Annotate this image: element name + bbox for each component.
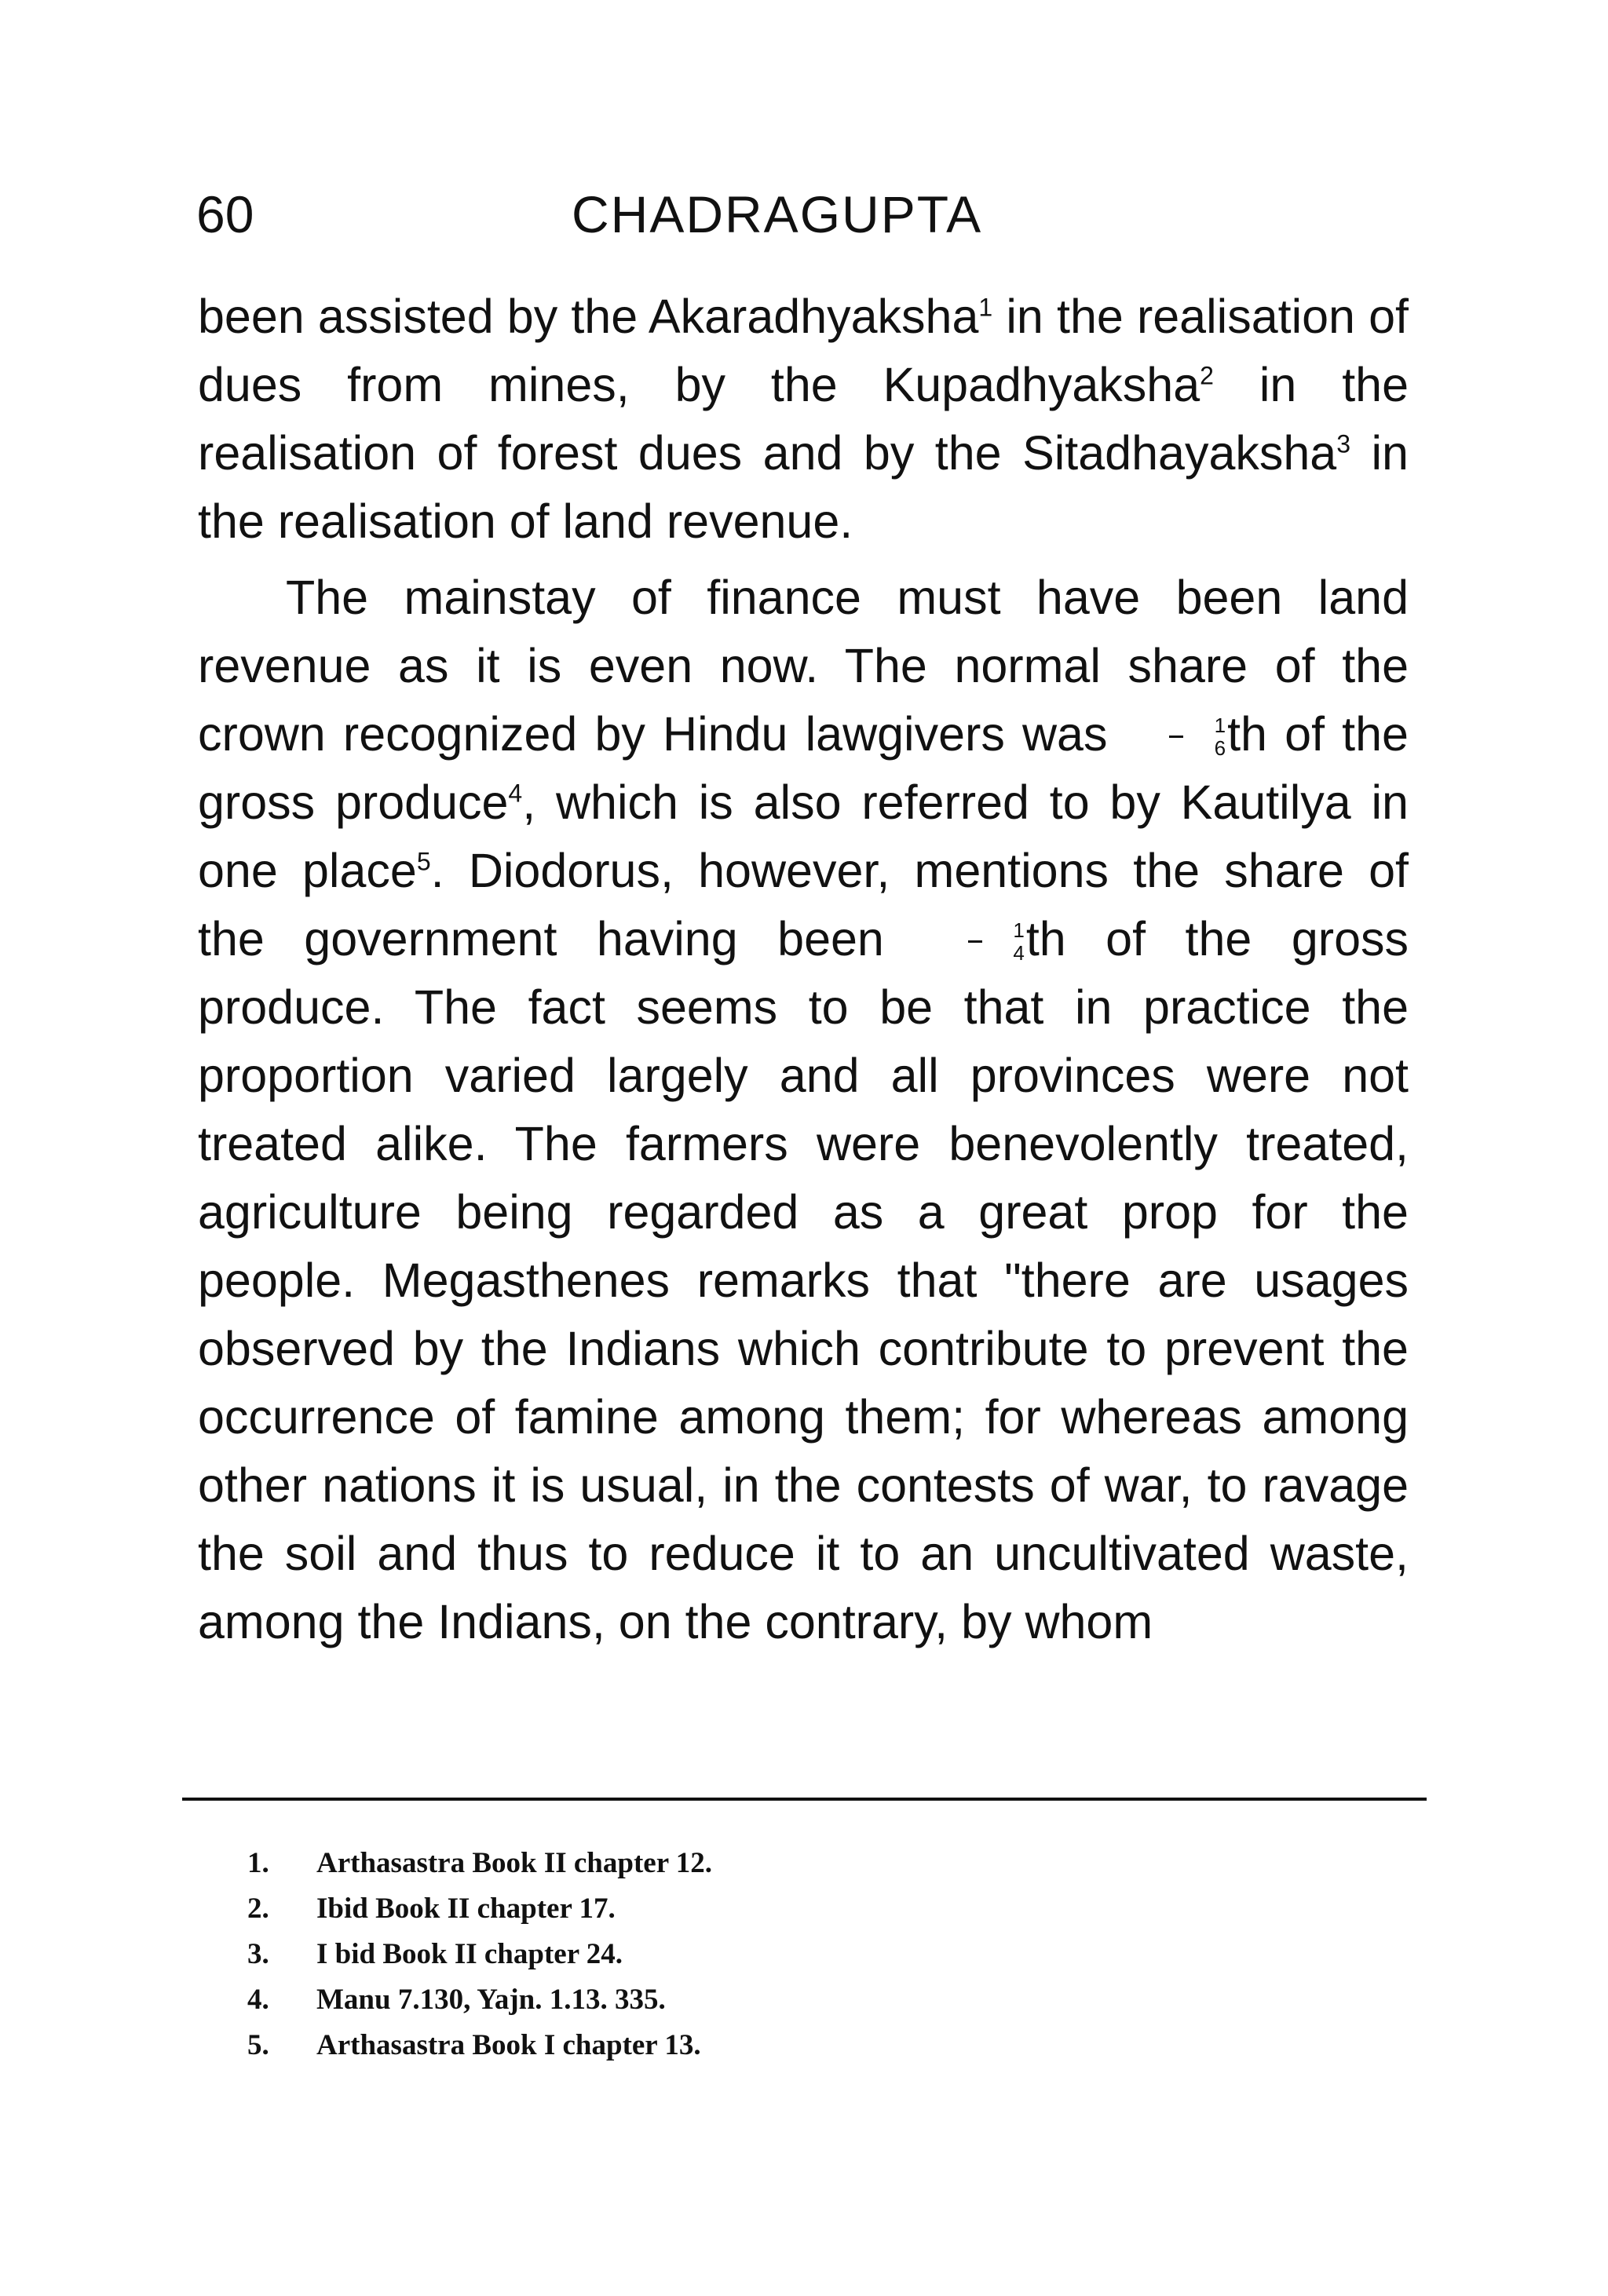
fraction-one-fourth (925, 920, 1024, 963)
paragraph-1-text-a: been assisted by the Akaradhyaksha (198, 290, 979, 343)
footnote-number: 4. (247, 1984, 269, 2016)
footnote-number: 5. (247, 2029, 269, 2061)
footnote (247, 1932, 1347, 1977)
paragraph-1-text-d: in the realisation of land revenue. (198, 426, 1409, 548)
footnote-ref-2: 2 (1200, 361, 1214, 390)
footnote-number: 2. (247, 1893, 269, 1925)
footnote-number: 1. (247, 1847, 269, 1879)
footnote-text: I bid Book II chapter 24. (316, 1938, 623, 1970)
footnote (247, 1977, 1347, 2023)
paragraph-2 (198, 564, 1409, 1656)
footnote-text: Arthasastra Book I chapter 13. (316, 2029, 701, 2061)
fraction-numerator: 1 (1013, 918, 1025, 942)
body-text (198, 283, 1409, 1656)
paragraph-1-text-b: in the realisation of dues from mines, by the Kupadhyaksha (198, 290, 1409, 411)
fraction-denominator: 6 (1214, 736, 1226, 760)
footnote-ref-1: 1 (978, 293, 993, 322)
footnotes (247, 1841, 1347, 2068)
footnote-text: Arthasastra Book II chapter 12. (316, 1847, 712, 1879)
running-head (196, 179, 1421, 250)
footnote-ref-3: 3 (1336, 429, 1351, 458)
paragraph-1 (198, 283, 1409, 556)
footnote (247, 1841, 1347, 1886)
footnote (247, 1886, 1347, 1932)
page-number: 60 (196, 185, 254, 243)
footnote-divider (182, 1798, 1427, 1801)
paragraph-2-text-c: , which is also referred to by Kautilya in one place (198, 776, 1409, 897)
paragraph-1-text-c: in the realisation of forest dues and by the Sitadhayaksha (198, 358, 1409, 480)
footnote (247, 2023, 1347, 2068)
footnote-text: Ibid Book II chapter 17. (316, 1893, 616, 1925)
paragraph-2-text-a: The mainstay of finance must have been land revenue as it is even now. The normal share of the crown recognized by Hindu lawgivers was (198, 571, 1409, 761)
fraction-numerator: 1 (1214, 713, 1226, 737)
fraction-one-sixth (1127, 715, 1226, 758)
footnote-ref-5: 5 (416, 847, 431, 876)
footnote-ref-4: 4 (508, 779, 523, 808)
paragraph-2-text-e: th of the gross produce. The fact seems to be that in practice the proportion varied largely and all provinces were not treated alike. The farmers were benevolently treated, agriculture being regarded as a great prop for the people. Megasthenes remarks that "there are usages observed by the Indians which contribute to prevent the occurrence of famine among them; for whereas among other nations it is usual, in the contests of war, to ravage the soil and thus to reduce it to an uncultivated waste, among the Indians, on the contrary, by whom (198, 912, 1409, 1648)
running-title: CHADRAGUPTA (572, 185, 983, 243)
footnote-number: 3. (247, 1938, 269, 1970)
paragraph-2-text-b: th of the gross produce (198, 707, 1409, 829)
footnote-text: Manu 7.130, Yajn. 1.13. 335. (316, 1984, 666, 2016)
fraction-denominator: 4 (1013, 940, 1025, 965)
paragraph-2-text-d: . Diodorus, however, mentions the share of the government having been (198, 844, 1409, 965)
